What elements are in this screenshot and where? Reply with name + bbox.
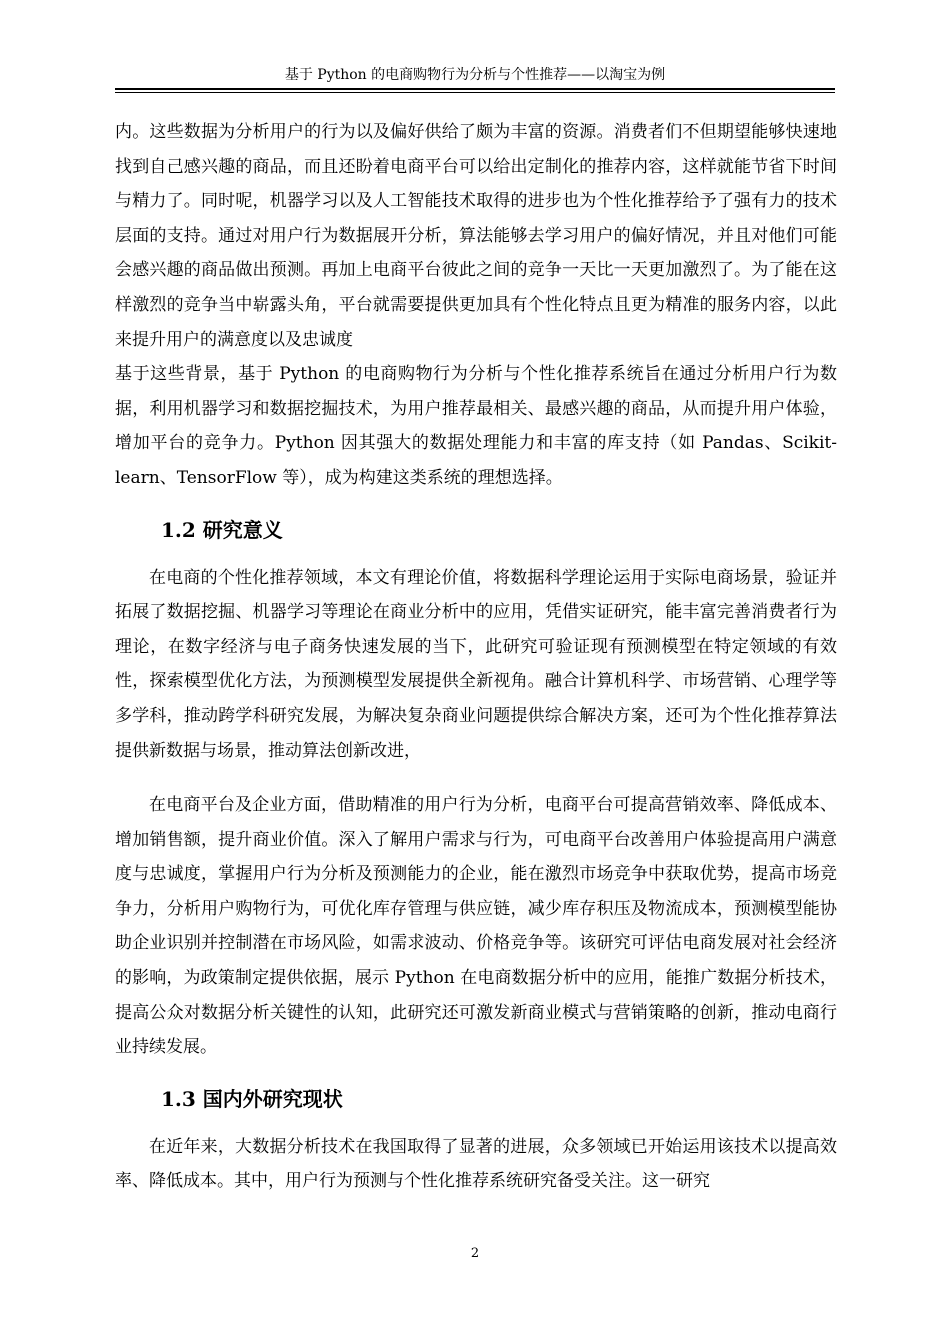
section-heading-1-3: 1.3 国内外研究现状: [161, 1086, 343, 1111]
header-rule-thick: [115, 88, 835, 90]
page-number: 2: [470, 1246, 480, 1261]
intro-paragraph-background: 基于这些背景，基于 Python 的电商购物行为分析与个性化推荐系统旨在通过分析用户行为数据，利用机器学习和数据挖掘技术，为用户推荐最相关、最感兴趣的商品，从而提升用户体验，增加平台的竞争力。Python 因其强大的数据处理能力和丰富的库支持（如 Pandas、Scikit-learn、TensorFlow 等），成为构建这类系统的理想选择。: [115, 364, 837, 488]
running-header: 基于 Python 的电商购物行为分析与个性推荐——以淘宝为例: [284, 67, 666, 83]
page-body: [115, 115, 837, 1199]
section-heading-1-2: 1.2 研究意义: [161, 517, 283, 542]
intro-paragraph-continued: 内。这些数据为分析用户的行为以及偏好供给了颇为丰富的资源。消费者们不但期望能够快速地找到自己感兴趣的商品，而且还盼着电商平台可以给出定制化的推荐内容，这样就能节省下时间与精力了。同时呢，机器学习以及人工智能技术取得的进步也为个性化推荐给予了强有力的技术层面的支持。通过对用户行为数据展开分析，算法能够去学习用户的偏好情况，并且对他们可能会感兴趣的商品做出预测。再加上电商平台彼此之间的竞争一天比一天更加激烈了。为了能在这样激烈的竞争当中崭露头角，平台就需要提供更加具有个性化特点且更为精准的服务内容，以此来提升用户的满意度以及忠诚度: [115, 122, 837, 350]
research-status-paragraph: 在近年来，大数据分析技术在我国取得了显著的进展，众多领域已开始运用该技术以提高效率、降低成本。其中，用户行为预测与个性化推荐系统研究备受关注。这一研究: [115, 1136, 837, 1192]
significance-paragraph-theory: 在电商的个性化推荐领域，本文有理论价值，将数据科学理论运用于实际电商场景，验证并拓展了数据挖掘、机器学习等理论在商业分析中的应用，凭借实证研究，能丰富完善消费者行为理论，在数字经济与电子商务快速发展的当下，此研究可验证现有预测模型在特定领域的有效性，探索模型优化方法，为预测模型发展提供全新视角。融合计算机科学、市场营销、心理学等多学科，推动跨学科研究发展，为解决复杂商业问题提供综合解决方案，还可为个性化推荐算法提供新数据与场景，推动算法创新改进，: [115, 567, 837, 761]
header-rule-thin: [115, 92, 835, 93]
significance-paragraph-practice: 在电商平台及企业方面，借助精准的用户行为分析，电商平台可提高营销效率、降低成本、增加销售额，提升商业价值。深入了解用户需求与行为，可电商平台改善用户体验提高用户满意度与忠诚度，掌握用户行为分析及预测能力的企业，能在激烈市场竞争中获取优势，提高市场竞争力，分析用户购物行为，可优化库存管理与供应链，减少库存积压及物流成本，预测模型能协助企业识别并控制潜在市场风险，如需求波动、价格竞争等。该研究可评估电商发展对社会经济的影响，为政策制定提供依据，展示 Python 在电商数据分析中的应用，能推广数据分析技术，提高公众对数据分析关键性的认知，此研究还可激发新商业模式与营销策略的创新，推动电商行业持续发展。: [115, 795, 837, 1058]
